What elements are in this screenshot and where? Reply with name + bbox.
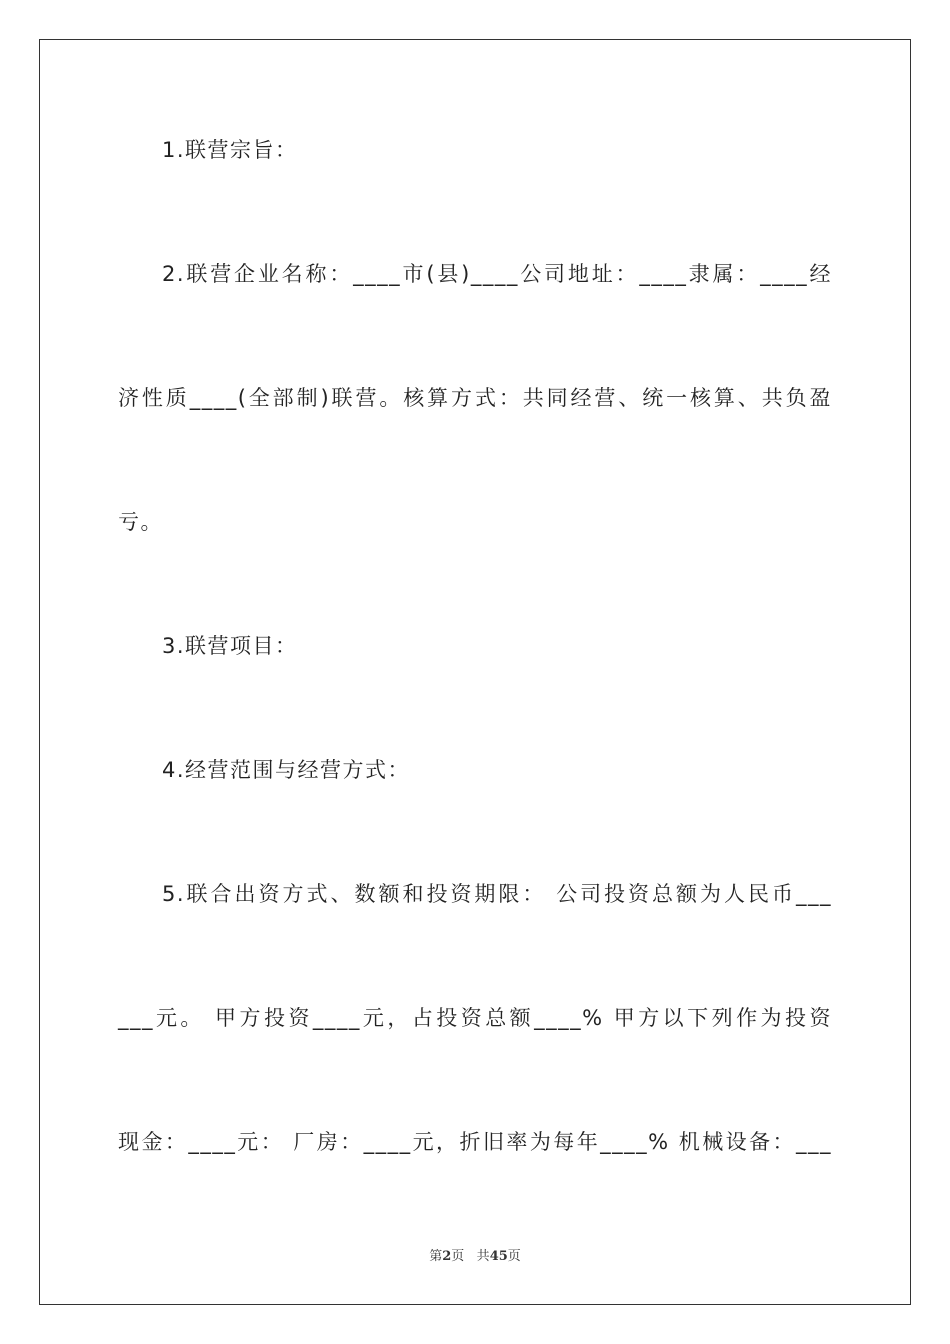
paragraph-5-line-3: 现金：____元： 厂房：____元，折旧率为每年____% 机械设备：___ (118, 1130, 832, 1154)
paragraph-2-line-3: 亏。 (118, 510, 163, 534)
page-border (39, 39, 911, 1305)
paragraph-4-scope: 4.经营范围与经营方式： (162, 758, 411, 782)
paragraph-3-project: 3.联营项目： (162, 634, 298, 658)
paragraph-1-purpose: 1.联营宗旨： (162, 138, 298, 162)
footer-page-number: 2 (442, 1249, 452, 1264)
paragraph-2-line-2: 济性质____(全部制)联营。核算方式：共同经营、统一核算、共负盈 (118, 386, 832, 410)
paragraph-5-line-1: 5.联合出资方式、数额和投资期限： 公司投资总额为人民币___ (162, 882, 832, 906)
paragraph-2-line-1: 2.联营企业名称：____市(县)____公司地址：____隶属：____经 (162, 262, 832, 286)
paragraph-5-line-2: ___元。 甲方投资____元，占投资总额____% 甲方以下列作为投资 (118, 1006, 832, 1030)
footer-total-prefix: 共 (476, 1249, 490, 1264)
footer-prefix: 第 (429, 1249, 443, 1264)
footer-total-unit: 页 (507, 1249, 521, 1264)
footer-total-pages: 45 (489, 1249, 508, 1264)
footer-page-unit: 页 (451, 1249, 465, 1264)
page-footer (0, 1248, 950, 1266)
